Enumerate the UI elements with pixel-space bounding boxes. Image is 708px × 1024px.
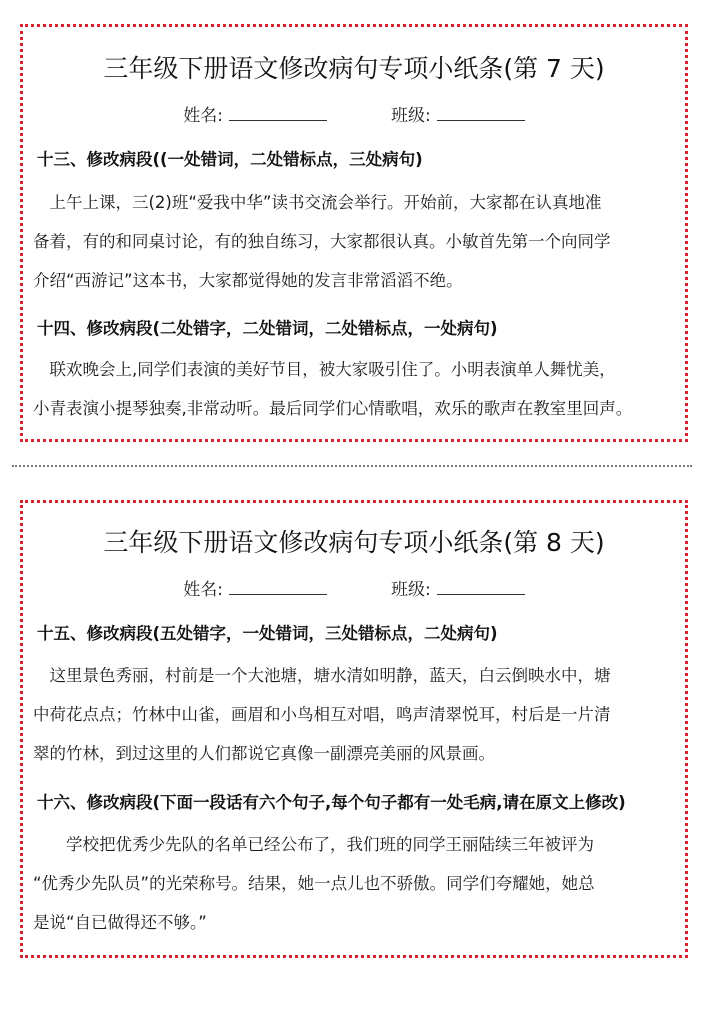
- class-blank[interactable]: [437, 578, 525, 595]
- paragraph-line: 这里景色秀丽，村前是一个大池塘，塘水清如明静，蓝天，白云倒映水中，塘: [33, 666, 611, 685]
- name-blank[interactable]: [229, 104, 327, 121]
- worksheet-title: 三年级下册语文修改病句专项小纸条(第 8 天): [103, 528, 605, 557]
- paragraph-line: “优秀少先队员”的光荣称号。结果，她一点儿也不骄傲。同学们夸耀她，她总: [33, 874, 595, 893]
- paragraph-line: 上午上课，三(2)班“爱我中华”读书交流会举行。开始前，大家都在认真地准: [33, 193, 602, 212]
- paragraph-line: 是说“自已做得还不够。”: [33, 913, 207, 932]
- class-blank[interactable]: [437, 104, 525, 121]
- section-heading-13: 十三、修改病段((一处错词，二处错标点，三处病句): [37, 150, 423, 169]
- section-paragraph-14: [33, 350, 683, 428]
- paragraph-line: 联欢晚会上,同学们表演的美好节目，被大家吸引住了。小明表演单人舞忧美，: [33, 360, 616, 379]
- section-heading-16: 十六、修改病段(下面一段话有六个句子,每个句子都有一处毛病,请在原文上修改): [37, 793, 626, 812]
- class-label: 班级:: [391, 106, 431, 126]
- section-heading-15: 十五、修改病段(五处错字，一处错词，三处错标点，二处病句): [37, 624, 498, 643]
- name-label: 姓名:: [183, 580, 223, 600]
- section-paragraph-13: [33, 183, 683, 300]
- paragraph-line: 小青表演小提琴独奏,非常动听。最后同学们心情歌唱，欢乐的歌声在教室里回声。: [33, 399, 633, 418]
- paragraph-line: 备着，有的和同桌讨论，有的独自练习，大家都很认真。小敏首先第一个向同学: [33, 232, 611, 251]
- paragraph-line: 介绍“西游记”这本书，大家都觉得她的发言非常滔滔不绝。: [33, 271, 463, 290]
- worksheet-card-day-7: [20, 24, 688, 442]
- class-label: 班级:: [391, 580, 431, 600]
- section-paragraph-16: [33, 825, 683, 942]
- worksheet-card-day-8: [20, 500, 688, 958]
- name-class-row: [23, 101, 685, 126]
- name-blank[interactable]: [229, 578, 327, 595]
- name-label: 姓名:: [183, 106, 223, 126]
- section-paragraph-15: [33, 656, 683, 773]
- paragraph-line: 中荷花点点；竹林中山雀，画眉和小鸟相互对唱，鸣声清翠悦耳，村后是一片清: [33, 705, 611, 724]
- cut-line-separator: [12, 465, 692, 467]
- worksheet-title: 三年级下册语文修改病句专项小纸条(第 7 天): [103, 54, 605, 83]
- section-heading-14: 十四、修改病段(二处错字，二处错词，二处错标点，一处病句): [37, 319, 498, 338]
- name-class-row: [23, 575, 685, 600]
- paragraph-line: 学校把优秀少先队的名单已经公布了，我们班的同学王丽陆续三年被评为: [33, 835, 594, 854]
- paragraph-line: 翠的竹林，到过这里的人们都说它真像一副漂亮美丽的风景画。: [33, 744, 495, 763]
